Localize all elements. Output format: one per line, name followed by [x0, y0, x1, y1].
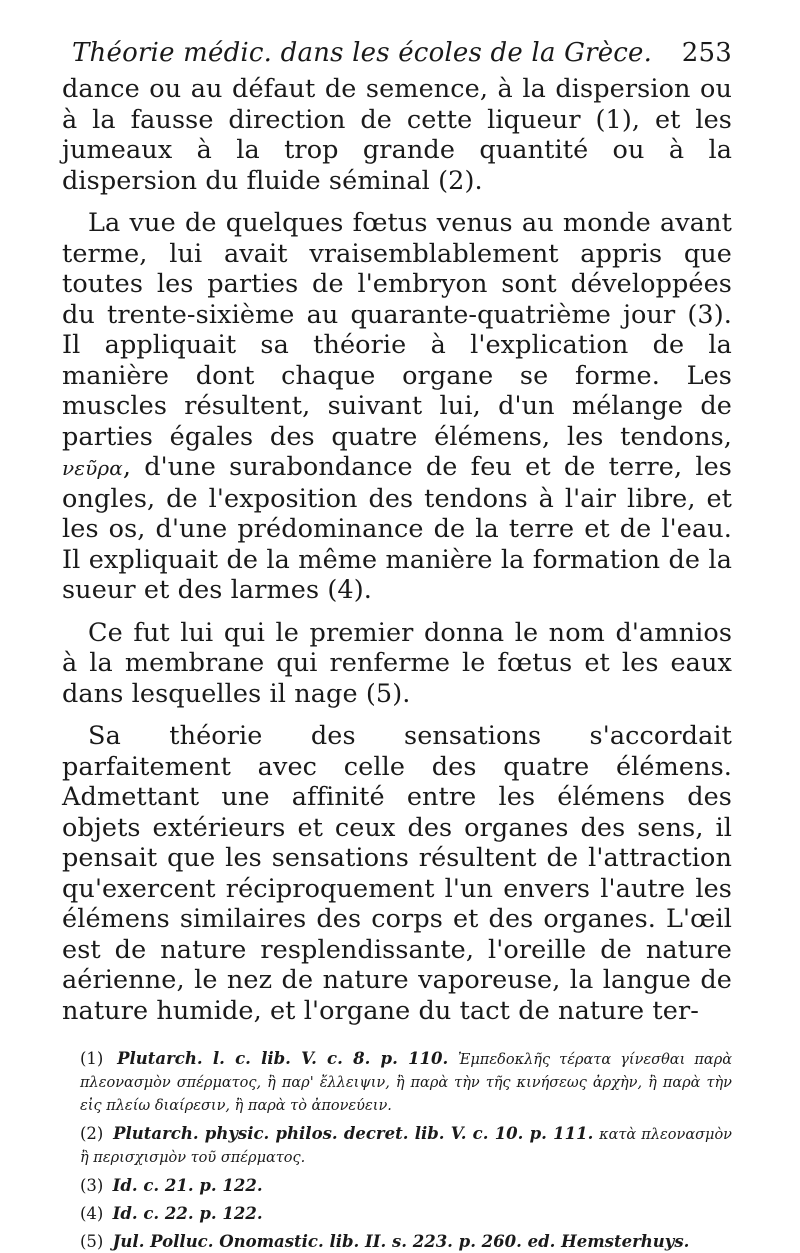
footnote-source: Id. c. 22. p. 122.: [112, 1204, 263, 1223]
footnote-number: (2): [80, 1124, 104, 1143]
paragraph-1: dance ou au défaut de semence, à la dispersion ou à la fausse direction de cette liqueur (1), et les jumeaux à la trop grande quantité ou à la dispersion du fluide séminal (2).: [62, 74, 732, 196]
body-text: [62, 74, 732, 1026]
footnote-source: Plutarch. physic. philos. decret. lib. V. c. 10. p. 111.: [113, 1124, 594, 1143]
footnote-number: (4): [80, 1204, 104, 1223]
footnote-4: [80, 1203, 732, 1225]
greek-term: νεῦρα: [62, 456, 123, 480]
paragraph-3: Ce fut lui qui le premier donna le nom d'amnios à la membrane qui renferme le fœtus et les eaux dans lesquelles il nage (5).: [62, 617, 732, 709]
footnote-source: Jul. Polluc. Onomastic. lib. II. s. 223. p. 260. ed. Hemsterhuys.: [112, 1232, 690, 1251]
paragraph-2-part-2: , d'une surabondance de feu et de terre, les ongles, de l'exposition des tendons à l'air libre, et les os, d'une prédominance de la terre et de l'eau. Il expliquait de la même manière la formation de la sueur et des larmes (4).: [62, 452, 732, 605]
footnote-2: [80, 1123, 732, 1169]
footnote-1: [80, 1048, 732, 1117]
footnote-5: [80, 1231, 732, 1253]
paragraph-4: Sa théorie des sensations s'accordait parfaitement avec celle des quatre élémens. Admettant une affinité entre les élémens des objets extérieurs et ceux des organes des sens, il pensait que les sensations résultent de l'attraction qu'exercent réciproquement l'un envers l'autre les élémens similaires des corps et des organes. L'œil est de nature resplendissante, l'oreille de nature aérienne, le nez de nature vaporeuse, la langue de nature humide, et l'organe du tact de nature ter-: [62, 721, 732, 1026]
footnote-greek: κατὰ πλεονασμὸν ἢ περισχισμὸν τοῦ σπέρματος.: [80, 1127, 732, 1166]
footnotes: [62, 1048, 732, 1253]
footnote-number: (1): [80, 1049, 104, 1068]
running-title: Théorie médic. dans les écoles de la Grèce.: [72, 38, 653, 68]
footnote-greek: Ἐμπεδοκλῆς τέρατα γίνεσθαι παρὰ πλεονασμὸν σπέρματος, ἢ παρ' ἔλλειψιν, ἢ παρὰ τὴν τῆς κινήσεως ἀρχὴν, ἢ παρὰ τὴν εἰς πλείω διαίρεσιν, ἢ παρὰ τὸ ἀπονεύειν.: [80, 1052, 733, 1114]
page-number: 253: [681, 38, 732, 68]
footnote-source: Id. c. 21. p. 122.: [112, 1176, 263, 1195]
paragraph-2-part-1: La vue de quelques fœtus venus au monde avant terme, lui avait vraisemblablement appris que toutes les parties de l'embryon sont développées du trente-sixième au quarante-quatrième jour (3). Il appliquait sa théorie à l'explication de la manière dont chaque organe se forme. Les muscles résultent, suivant lui, d'un mélange de parties égales des quatre élémens, les tendons,: [62, 208, 732, 452]
footnote-number: (5): [80, 1232, 104, 1251]
footnote-3: [80, 1175, 732, 1197]
paragraph-2: [62, 208, 732, 606]
footnote-source: Plutarch. l. c. lib. V. c. 8. p. 110.: [117, 1049, 449, 1068]
running-head: [72, 38, 732, 74]
footnote-number: (3): [80, 1176, 104, 1195]
